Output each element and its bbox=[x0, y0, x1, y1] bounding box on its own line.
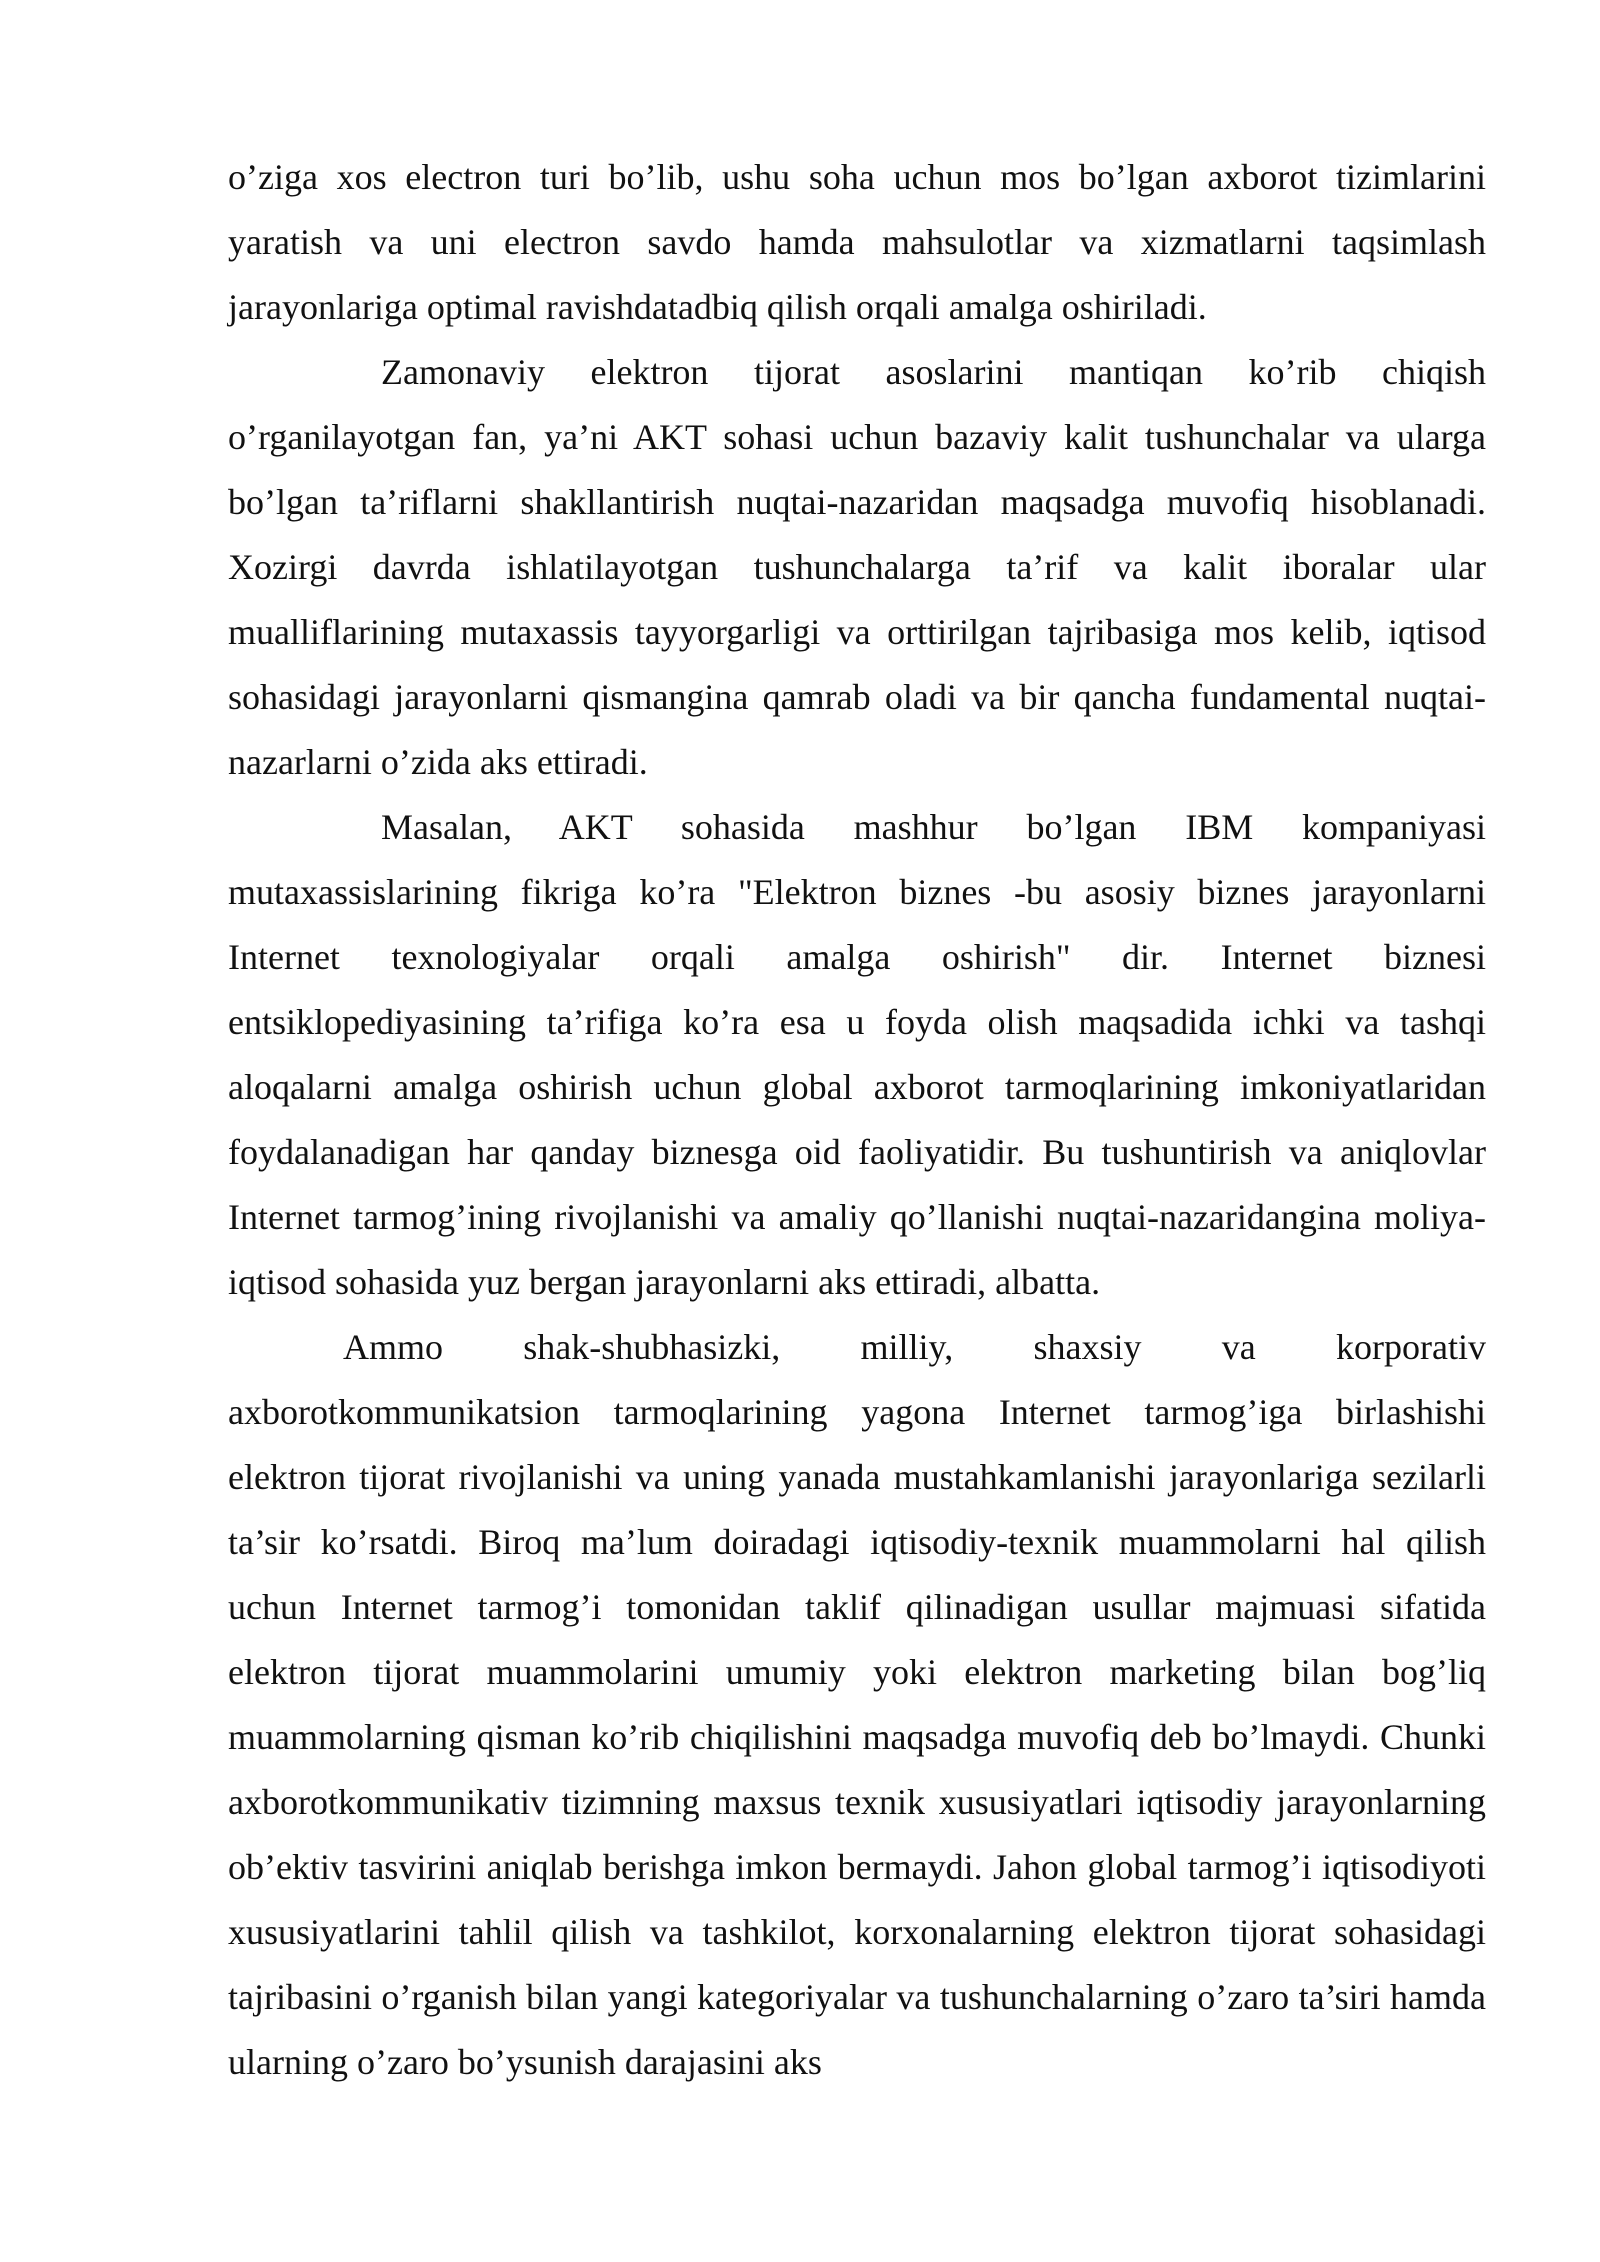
paragraph-4: Ammo shak-shubhasizki, milliy, shaxsiy va korporativ axborotkommunikatsion tarmoqlarining yagona Internet tarmog’iga birlashishi elektron tijorat rivojlanishi va uning yanada mustahkamlanishi jarayonlariga sezilarli ta’sir ko’rsatdi. Biroq ma’lum doiradagi iqtisodiy-texnik muammolarni hal qilish uchun Internet tarmog’i tomonidan taklif qilinadigan usullar majmuasi sifatida elektron tijorat muammolarini umumiy yoki elektron marketing bilan bog’liq muammolarning qisman ko’rib chiqilishini maqsadga muvofiq deb bo’lmaydi. Chunki axborotkommunikativ tizimning maxsus texnik xususiyatlari iqtisodiy jarayonlarning ob’ektiv tasvirini aniqlab berishga imkon bermaydi. Jahon global tarmog’i iqtisodiyoti xususiyatlarini tahlil qilish va tashkilot, korxonalarning elektron tijorat sohasidagi tajribasini o’rganish bilan yangi kategoriyalar va tushunchalarning o’zaro ta’siri hamda ularning o’zaro bo’ysunish darajasini aks bbox=[228, 1327, 1486, 2082]
paragraph-1: o’ziga xos electron turi bo’lib, ushu soha uchun mos bo’lgan axborot tizimlarini yaratish va uni electron savdo hamda mahsulotlar va xizmatlarni taqsimlash jarayonlariga optimal ravishdatadbiq qilish orqali amalga oshiriladi. bbox=[228, 157, 1486, 327]
paragraph-2: Zamonaviy elektron tijorat asoslarini mantiqan ko’rib chiqish o’rganilayotgan fan, ya’ni AKT sohasi uchun bazaviy kalit tushunchalar va ularga bo’lgan ta’riflarni shakllantirish nuqtai-nazaridan maqsadga muvofiq hisoblanadi. Xozirgi davrda ishlatilayotgan tushunchalarga ta’rif va kalit iboralar ular mualliflarining mutaxassis tayyorgarligi va orttirilgan tajribasiga mos kelib, iqtisod sohasidagi jarayonlarni qismangina qamrab oladi va bir qancha fundamental nuqtai-nazarlarni o’zida aks ettiradi. bbox=[228, 352, 1486, 782]
document-page bbox=[228, 145, 1486, 2095]
paragraph-3: Masalan, AKT sohasida mashhur bo’lgan IBM kompaniyasi mutaxassislarining fikriga ko’ra "Elektron biznes -bu asosiy biznes jarayonlarni Internet texnologiyalar orqali amalga oshirish" dir. Internet biznesi entsiklopediyasining ta’rifiga ko’ra esa u foyda olish maqsadida ichki va tashqi aloqalarni amalga oshirish uchun global axborot tarmoqlarining imkoniyatlaridan foydalanadigan har qanday biznesga oid faoliyatidir. Bu tushuntirish va aniqlovlar Internet tarmog’ining rivojlanishi va amaliy qo’llanishi nuqtai-nazaridangina moliya-iqtisod sohasida yuz bergan jarayonlarni aks ettiradi, albatta. bbox=[228, 807, 1486, 1302]
